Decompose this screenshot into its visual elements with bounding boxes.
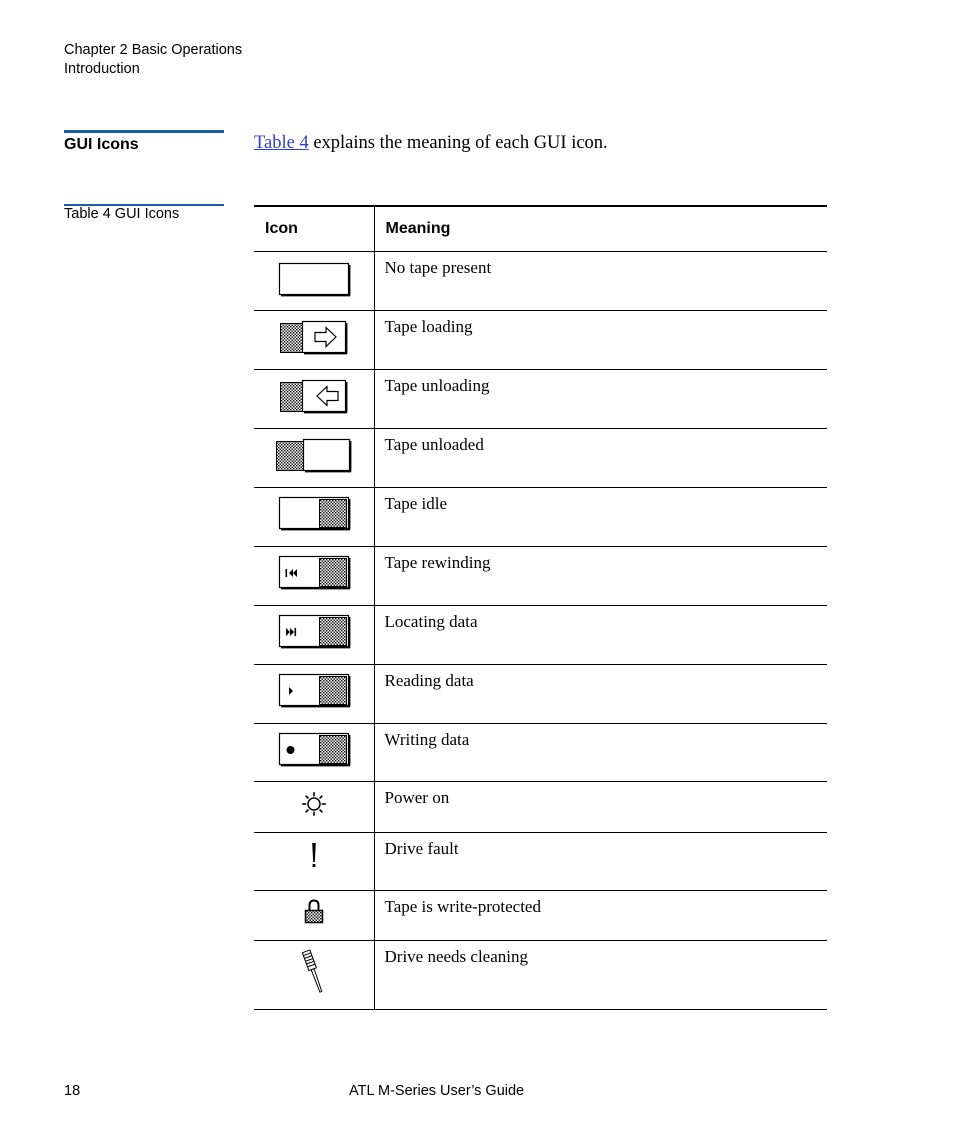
table-row (254, 488, 827, 547)
running-header-chapter: Chapter 2 Basic Operations (64, 42, 243, 58)
page-number: 18 (64, 1083, 81, 1099)
gui-icons-table (254, 205, 827, 1010)
tape-idle-icon (254, 488, 374, 546)
tape-rewinding-icon (254, 547, 374, 605)
section-rule (64, 130, 224, 133)
table-row (254, 429, 827, 488)
table-row (254, 833, 827, 891)
write-protected-lock-icon (254, 891, 374, 940)
intro-text: explains the meaning of each GUI icon. (308, 133, 608, 153)
table-row (254, 891, 827, 941)
table-row (254, 941, 827, 1010)
tape-unloading-icon (254, 370, 374, 428)
meaning-cell: Power on (384, 788, 450, 807)
table-4-link[interactable]: Table 4 (254, 133, 309, 153)
empty-slot-icon (254, 252, 374, 310)
table-row (254, 252, 827, 311)
locating-data-icon (254, 606, 374, 664)
table-row (254, 606, 827, 665)
table-caption: Table 4 GUI Icons (64, 206, 180, 222)
table-row (254, 311, 827, 370)
meaning-cell: Tape idle (384, 494, 448, 513)
drive-fault-icon (254, 833, 374, 890)
meaning-cell: Reading data (384, 671, 474, 690)
meaning-cell: Tape unloading (384, 376, 490, 395)
meaning-cell: No tape present (384, 258, 492, 277)
table-row (254, 724, 827, 782)
reading-data-icon (254, 665, 374, 723)
meaning-cell: Writing data (384, 730, 470, 749)
power-on-icon (254, 782, 374, 832)
writing-data-icon (254, 724, 374, 781)
table-row (254, 547, 827, 606)
section-title: GUI Icons (64, 136, 139, 153)
column-header-icon: Icon (254, 206, 374, 252)
footer-title: ATL M-Series User’s Guide (349, 1083, 525, 1099)
cleaning-brush-icon (254, 941, 374, 1009)
meaning-cell: Drive needs cleaning (384, 947, 528, 966)
meaning-cell: Tape loading (384, 317, 473, 336)
meaning-cell: Locating data (384, 612, 478, 631)
tape-unloaded-icon (254, 429, 374, 487)
intro-paragraph (254, 133, 608, 154)
table-header-row (254, 206, 827, 252)
table-row (254, 665, 827, 724)
table-row (254, 782, 827, 833)
tape-loading-icon (254, 311, 374, 369)
meaning-cell: Drive fault (384, 839, 459, 858)
meaning-cell: Tape unloaded (384, 435, 484, 454)
meaning-cell: Tape is write-protected (384, 897, 541, 916)
running-header-section: Introduction (64, 61, 140, 77)
column-header-meaning: Meaning (385, 220, 451, 237)
meaning-cell: Tape rewinding (384, 553, 491, 572)
table-row (254, 370, 827, 429)
